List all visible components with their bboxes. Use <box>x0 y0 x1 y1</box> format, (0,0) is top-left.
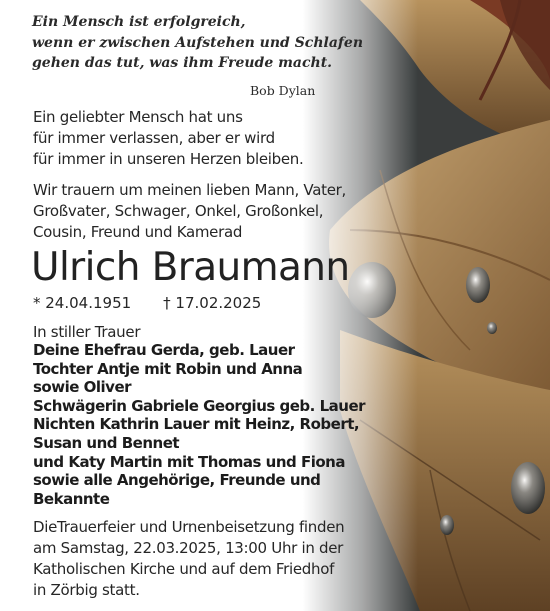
mourner-line: Schwägerin Gabriele Georgius geb. Lauer <box>33 396 366 415</box>
service-line: in Zörbig statt. <box>33 581 140 599</box>
quote-author: Bob Dylan <box>250 83 316 98</box>
mourner-line: Nichten Kathrin Lauer mit Heinz, Robert, <box>33 415 360 434</box>
date-born: * 24.04.1951 <box>33 294 132 312</box>
mourner-line: Bekannte <box>33 489 110 508</box>
intro-line: für immer verlassen, aber er wird <box>33 129 275 147</box>
mourning-line: Wir trauern um meinen lieben Mann, Vater, <box>33 181 346 199</box>
quote-line: wenn er zwischen Aufstehen und Schlafen <box>32 34 364 51</box>
mourner-line: und Katy Martin mit Thomas und Fiona <box>33 452 345 471</box>
mourner-line: Tochter Antje mit Robin und Anna <box>33 359 303 378</box>
quote <box>32 12 363 74</box>
life-dates <box>33 293 261 313</box>
mourners-list <box>33 341 365 508</box>
service-line: am Samstag, 22.03.2025, 13:00 Uhr in der <box>33 539 344 557</box>
mourner-line: sowie Oliver <box>33 378 132 397</box>
mourning-line: Cousin, Freund und Kamerad <box>33 223 243 241</box>
mourner-line: Deine Ehefrau Gerda, geb. Lauer <box>33 341 295 359</box>
mourning-text <box>33 180 346 243</box>
quote-line: Ein Mensch ist erfolgreich, <box>32 14 246 30</box>
intro-text <box>33 107 303 170</box>
intro-line: Ein geliebter Mensch hat uns <box>33 108 243 126</box>
quote-line: gehen das tut, was ihm Freude macht. <box>32 55 333 71</box>
service-line: DieTrauerfeier und Urnenbeisetzung finden <box>33 518 345 536</box>
mourner-line: Susan und Bennet <box>33 433 180 452</box>
service-line: Katholischen Kirche und auf dem Friedhof <box>33 560 335 578</box>
deceased-name: Ulrich Braumann <box>31 245 350 290</box>
date-died: † 17.02.2025 <box>163 294 262 312</box>
service-info <box>33 517 344 601</box>
mourning-line: Großvater, Schwager, Onkel, Großonkel, <box>33 202 324 220</box>
intro-line: für immer in unseren Herzen bleiben. <box>33 150 304 168</box>
mourner-line: sowie alle Angehörige, Freunde und <box>33 471 321 490</box>
mourners-intro: In stiller Trauer <box>33 323 141 341</box>
